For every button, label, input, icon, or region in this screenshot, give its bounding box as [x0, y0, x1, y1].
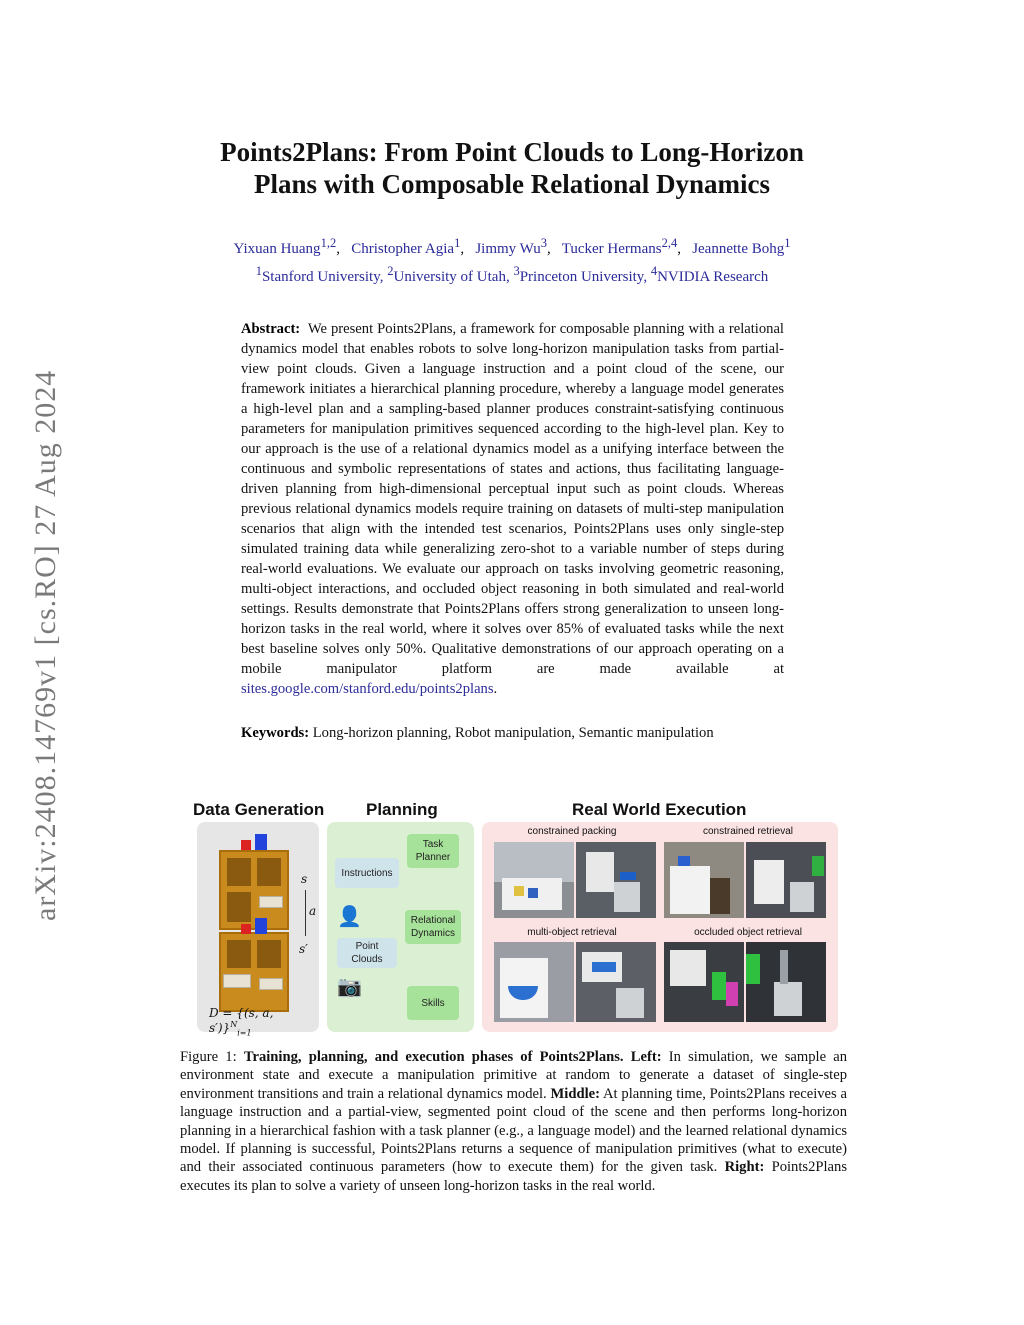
abstract-text: We present Points2Plans, a framework for composable planning with a relational dynamics model that enables robots to solve long-horizon manipulation tasks from partial-view point clouds. Given a language instruction and a point cloud of the scene, our framework initiates a hierarchical planning procedure, whereby a language model generates a high-level plan and a sampling-based planner produces constraint-satisfying continuous parameters for manipulation primitives sequenced according to the high-level plan. Key to our approach is the use of a relational dynamics model as a unifying interface between the continuous and symbolic representations of states and actions, thus facilitating language-driven planning from high-dimensional perceptual input such as point clouds. Whereas previous relational dynamics models require training on datasets of multi-step manipulation scenarios that align with the intended test scenarios, Points2Plans uses only single-step simulated training data while generalizing zero-shot to a variable number of steps during real-world evaluations. We evaluate our approach on tasks involving geometric reasoning, multi-object interactions, and occluded object reasoning in both simulated and real-world settings. Results demonstrate that Points2Plans offers strong generalization to unseen long-horizon tasks in the real world, where it solves over 85% of evaluated tasks while the next best baseline solves only 50%. Qualitative demonstrations of our approach operating on a mobile manipulator platform are made available at — [241, 321, 784, 677]
title-line-1: Points2Plans: From Point Clouds to Long-Horizon — [220, 137, 804, 167]
real-world-panel — [482, 822, 838, 1032]
data-generation-heading: Data Generation — [193, 800, 325, 819]
caption-title: Training, planning, and execution phases of Points2Plans. — [243, 1049, 624, 1065]
photo-constrained-retrieval-1 — [664, 842, 744, 918]
planning-panel — [327, 822, 474, 1032]
author[interactable]: Yixuan Huang$^{1,2}$ — [233, 236, 337, 257]
blue-block — [255, 918, 267, 934]
arxiv-identifier: arXiv:2408.14769v1 [cs.RO] 27 Aug 2024 — [29, 369, 62, 921]
author-list: Yixuan Huang$^{1,2}$, Christopher Agia$^1$, Jimmy Wu$^3$, Tucker Hermans$^{2,4}$, Jeannette Bohg$^1$ — [233, 236, 791, 257]
sim-shelf-state-s — [219, 850, 289, 930]
red-block — [241, 924, 251, 934]
author[interactable]: Tucker Hermans$^{2,4}$ — [561, 236, 678, 257]
affiliation: University of Utah — [393, 269, 506, 285]
keywords-text: Long-horizon planning, Robot manipulation, Semantic manipulation — [312, 725, 714, 741]
task-label: multi-object retrieval — [527, 927, 617, 938]
affiliation: Princeton University — [519, 269, 644, 285]
dataset-formula: D = {(s, a, s′)}$^N_{i=1}$ — [209, 1006, 274, 1038]
paper-title — [150, 136, 874, 200]
state-s-prime: s′ — [299, 942, 308, 956]
affiliation: NVIDIA Research — [657, 269, 769, 285]
task-label: occluded object retrieval — [694, 927, 802, 938]
blue-block — [255, 834, 267, 850]
caption-left-label: Left: — [630, 1049, 662, 1065]
camera-icon: 📷 — [337, 976, 362, 998]
abstract: Abstract: We present Points2Plans, a framework for composable planning with a relational dynamics model that enables robots to solve long-horizon manipulation tasks from partial-view point clouds. Given a language instruction and a point cloud of the scene, our framework initiates a hierarchical planning procedure, whereby a language model generates a high-level plan and a sampling-based planner produces constraint-satisfying continuous parameters for manipulation primitives sequenced according to the high-level plan. Key to our approach is the use of a relational dynamics model as a unifying interface between the continuous and symbolic representations of states and actions, thus facilitating language-driven planning from high-dimensional perceptual input such as point clouds. Whereas previous relational dynamics models require training on datasets of multi-step manipulation scenarios that align with the intended test scenarios, Points2Plans uses only single-step simulated training data while generalizing zero-shot to a variable number of steps during real-world evaluations. We evaluate our approach on tasks involving geometric reasoning, multi-object interactions, and occluded object reasoning in both simulated and real-world settings. Results demonstrate that Points2Plans offers strong generalization to unseen long-horizon tasks in the real world, where it solves over 85% of evaluated tasks while the next best baseline solves only 50%. Qualitative demonstrations of our approach operating on a mobile manipulator platform are made available at sites.google.com/stanford.edu/points2plans. — [241, 321, 784, 697]
photo-constrained-packing-2 — [576, 842, 656, 918]
data-generation-panel — [197, 822, 319, 1038]
action-a: a — [309, 904, 317, 918]
keywords-label: Keywords: — [241, 725, 310, 741]
transition-line — [305, 890, 306, 936]
caption-middle-label: Middle: — [550, 1085, 600, 1102]
caption-label: Figure 1: — [180, 1049, 237, 1065]
abstract-label: Abstract: — [241, 321, 301, 337]
photo-constrained-retrieval-2 — [746, 842, 826, 918]
photo-multi-object-retrieval-2 — [576, 942, 656, 1022]
instructions-box: Instructions — [335, 858, 399, 888]
real-world-heading: Real World Execution — [572, 800, 747, 819]
author[interactable]: Christopher Agia$^1$ — [351, 236, 461, 257]
skills-box: Skills — [407, 986, 459, 1020]
affiliation: Stanford University — [261, 269, 380, 285]
figure-caption — [180, 1048, 847, 1195]
point-clouds-box: Point Clouds — [337, 938, 397, 968]
task-label: constrained packing — [527, 826, 617, 837]
caption-right-label: Right: — [724, 1159, 765, 1176]
person-icon: 👤 — [337, 906, 362, 928]
figure-1 — [190, 800, 840, 1038]
keywords — [241, 725, 801, 742]
affiliation-list: $^1$Stanford University, $^2$University of Utah, $^3$Princeton University, $^4$NVIDIA Research — [255, 264, 769, 285]
caption-right-text: Points2Plans executes its plan to solve a variety of unseen long-horizon tasks in the real world. — [180, 1159, 847, 1194]
author[interactable]: Jeannette Bohg$^1$ — [692, 236, 791, 257]
red-block — [241, 840, 251, 850]
photo-constrained-packing-1 — [494, 842, 574, 918]
task-label: constrained retrieval — [702, 826, 794, 837]
relational-dynamics-box: Relational Dynamics — [405, 910, 461, 944]
project-link[interactable]: sites.google.com/stanford.edu/points2plans — [241, 681, 494, 697]
photo-multi-object-retrieval-1 — [494, 942, 574, 1022]
photo-occluded-object-retrieval-1 — [664, 942, 744, 1022]
caption-middle-text: At planning time, Points2Plans receives a language instruction and a partial-view, segmented point cloud of the scene and then performs long-horizon planning in a hierarchical fashion with a task planner (e.g., a language model) and the learned relational dynamics model. If planning is successful, Points2Plans returns a sequence of manipulation primitives (what to execute) and their associated continuous parameters (how to execute them) for the given task. — [180, 1085, 848, 1176]
task-planner-box: Task Planner — [407, 834, 459, 868]
state-s: s — [301, 872, 308, 886]
sim-shelf-state-s-prime — [219, 932, 289, 1012]
title-line-2: Plans with Composable Relational Dynamics — [253, 169, 771, 199]
planning-heading: Planning — [366, 800, 438, 819]
caption-left-text: In simulation, we sample an environment state and execute a manipulation primitive at random to generate a dataset of single-step environment transitions and train a relational dynamics model. — [180, 1049, 848, 1102]
photo-occluded-object-retrieval-2 — [746, 942, 826, 1022]
author[interactable]: Jimmy Wu$^3$ — [475, 236, 547, 257]
